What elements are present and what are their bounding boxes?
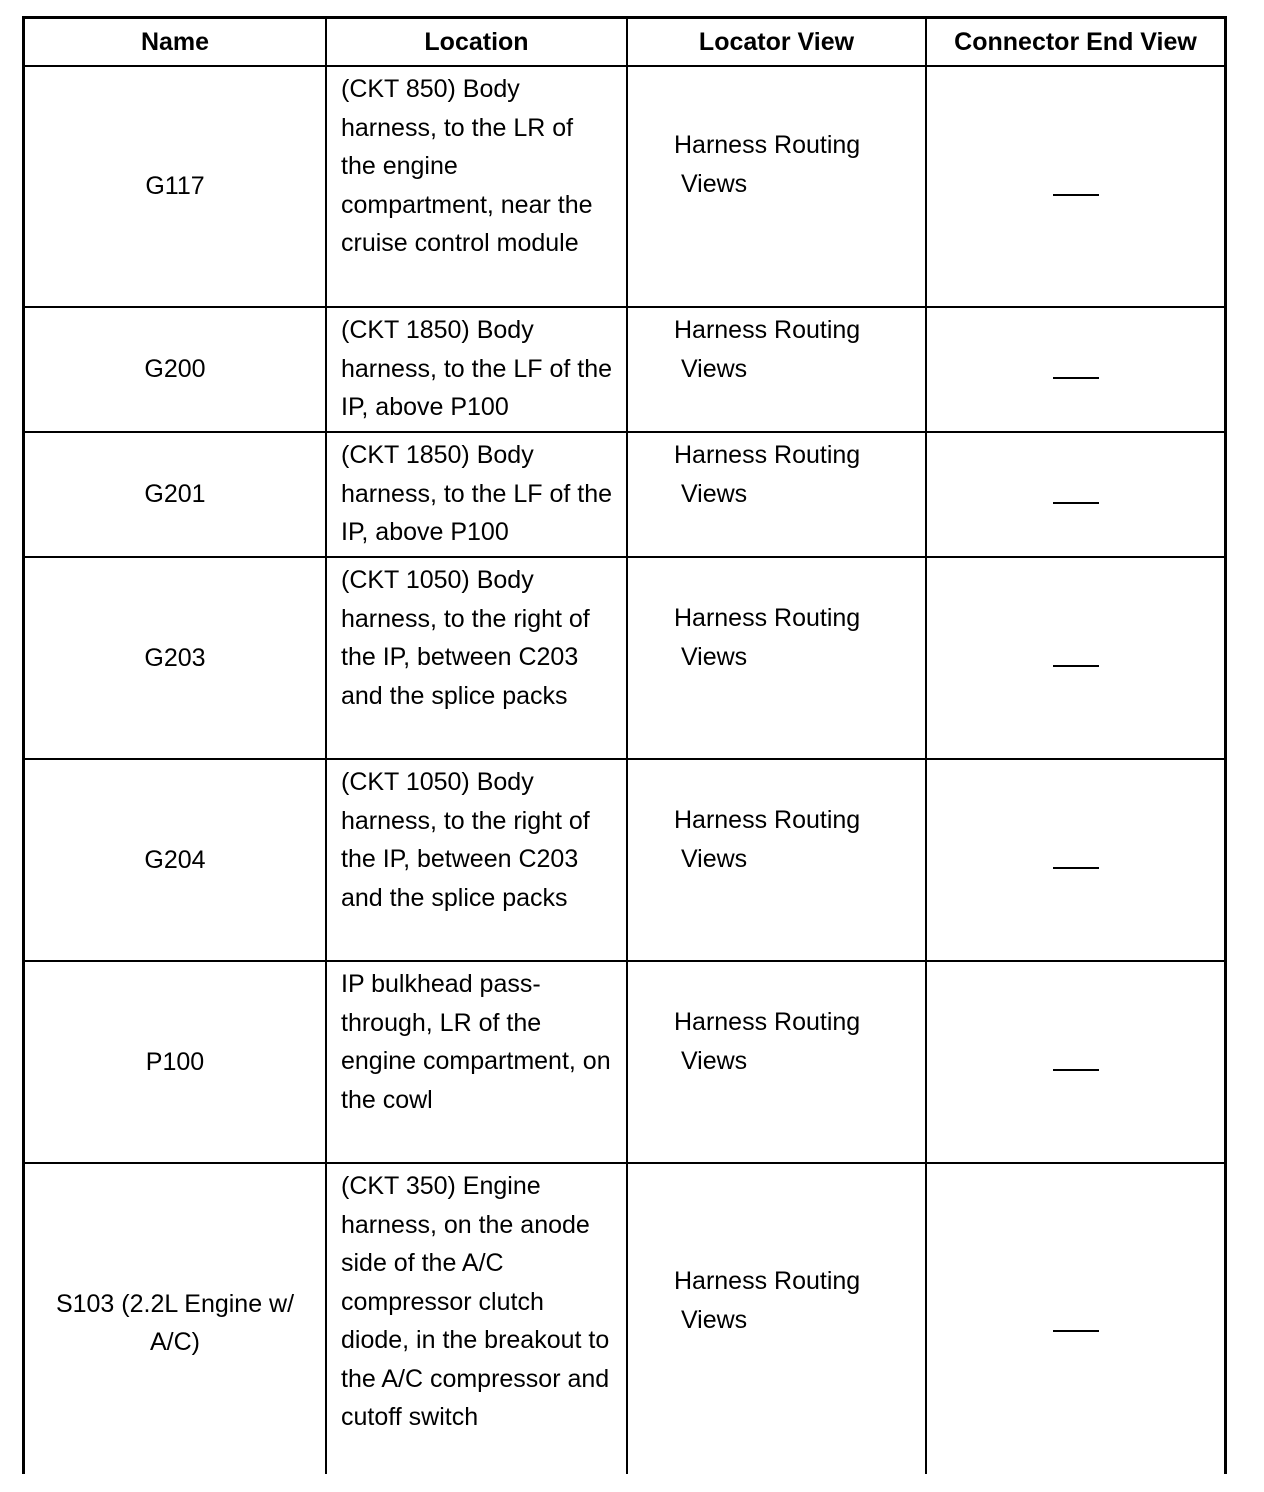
row-name: P100	[25, 961, 326, 1163]
row-location-text: (CKT 1850) Body harness, to the LF of the IP, above P100	[341, 316, 612, 421]
row-name: G200	[25, 307, 326, 432]
locator-view-link[interactable]: Harness Routing Views	[674, 131, 861, 198]
row-locator-view[interactable]	[627, 961, 926, 1163]
locator-view-link[interactable]: Harness Routing Views	[674, 1008, 861, 1075]
table-row	[25, 759, 1224, 961]
dash-placeholder	[1053, 194, 1099, 196]
dash-placeholder	[1053, 1330, 1099, 1332]
row-location-text: (CKT 350) Engine harness, on the anode side of the A/C compressor clutch diode, in the breakout to the A/C compressor and cutoff switch	[341, 1172, 610, 1431]
dash-placeholder	[1053, 1069, 1099, 1071]
locator-table	[25, 19, 1224, 1474]
row-name: G117	[25, 66, 326, 307]
row-location	[326, 66, 627, 307]
row-connector-end-view	[926, 432, 1224, 557]
locator-view-link[interactable]: Harness Routing Views	[674, 1267, 861, 1334]
locator-view-link[interactable]: Harness Routing Views	[674, 441, 861, 508]
row-locator-view[interactable]	[627, 432, 926, 557]
row-location-text: (CKT 850) Body harness, to the LR of the engine compartment, near the cruise control module	[341, 75, 593, 257]
component-locator-table	[22, 16, 1227, 1474]
table-row	[25, 66, 1224, 307]
row-connector-end-view	[926, 961, 1224, 1163]
row-name: G203	[25, 557, 326, 759]
table-row	[25, 432, 1224, 557]
dash-placeholder	[1053, 377, 1099, 379]
locator-view-link[interactable]: Harness Routing Views	[674, 604, 861, 671]
row-locator-view[interactable]	[627, 307, 926, 432]
row-name: G204	[25, 759, 326, 961]
header-connector-end-view: Connector End View	[926, 19, 1224, 66]
header-locator-view: Locator View	[627, 19, 926, 66]
row-connector-end-view	[926, 1163, 1224, 1474]
table-row	[25, 557, 1224, 759]
table-row	[25, 1163, 1224, 1474]
table-row	[25, 961, 1224, 1163]
row-connector-end-view	[926, 307, 1224, 432]
row-location	[326, 759, 627, 961]
row-location-text: (CKT 1050) Body harness, to the right of the IP, between C203 and the splice packs	[341, 768, 590, 912]
row-location-text: IP bulkhead pass-through, LR of the engine compartment, on the cowl	[341, 970, 611, 1114]
locator-view-link[interactable]: Harness Routing Views	[674, 806, 861, 873]
row-locator-view[interactable]	[627, 1163, 926, 1474]
table-header-row	[25, 19, 1224, 66]
row-name: G201	[25, 432, 326, 557]
row-location-text: (CKT 1850) Body harness, to the LF of the IP, above P100	[341, 441, 612, 546]
row-location	[326, 557, 627, 759]
row-location	[326, 307, 627, 432]
row-location	[326, 961, 627, 1163]
row-name: S103 (2.2L Engine w/ A/C)	[25, 1163, 326, 1474]
row-location	[326, 432, 627, 557]
row-location	[326, 1163, 627, 1474]
dash-placeholder	[1053, 502, 1099, 504]
row-connector-end-view	[926, 759, 1224, 961]
row-connector-end-view	[926, 557, 1224, 759]
row-locator-view[interactable]	[627, 557, 926, 759]
table-row	[25, 307, 1224, 432]
dash-placeholder	[1053, 867, 1099, 869]
dash-placeholder	[1053, 665, 1099, 667]
row-location-text: (CKT 1050) Body harness, to the right of the IP, between C203 and the splice packs	[341, 566, 590, 710]
header-name: Name	[25, 19, 326, 66]
row-locator-view[interactable]	[627, 66, 926, 307]
locator-view-link[interactable]: Harness Routing Views	[674, 316, 861, 383]
row-locator-view[interactable]	[627, 759, 926, 961]
row-connector-end-view	[926, 66, 1224, 307]
header-location: Location	[326, 19, 627, 66]
